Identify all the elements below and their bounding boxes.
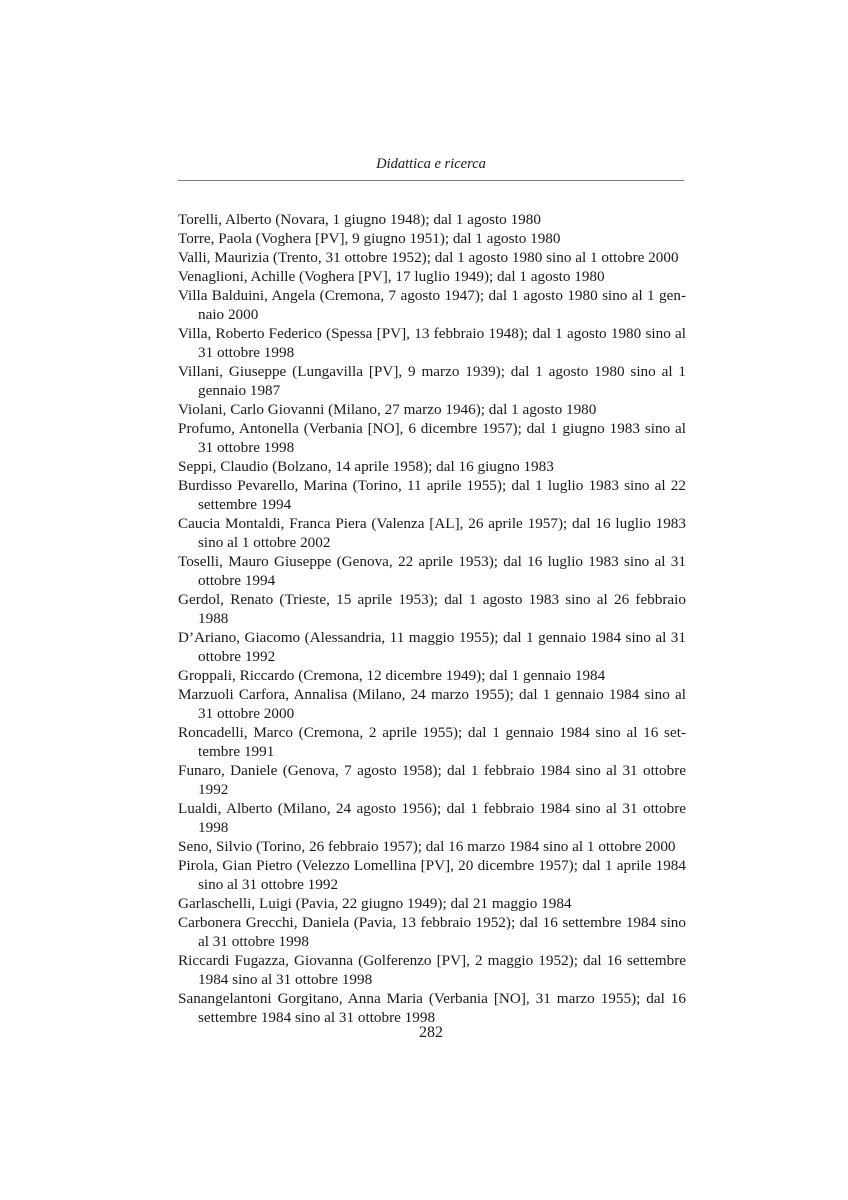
list-entry: Violani, Carlo Giovanni (Milano, 27 marzo 1946); dal 1 agosto 1980: [178, 401, 597, 418]
list-entry: Roncadelli, Marco (Cremona, 2 aprile 1955); dal 1 gennaio 1984 sino al 16 settembre 1991: [178, 724, 686, 760]
list-entry: Sanangelantoni Gorgitano, Anna Maria (Verbania [NO], 31 marzo 1955); dal 16 settembre 1984 sino al 31 ottobre 1998: [178, 990, 686, 1026]
running-header: Didattica e ricerca: [376, 156, 486, 172]
list-entry: Seno, Silvio (Torino, 26 febbraio 1957); dal 16 marzo 1984 sino al 1 ottobre 2000: [178, 838, 676, 855]
list-entry: Villa, Roberto Federico (Spessa [PV], 13 febbraio 1948); dal 1 agosto 1980 sino al 31 ottobre 1998: [178, 325, 686, 361]
list-entry: Toselli, Mauro Giuseppe (Genova, 22 aprile 1953); dal 16 luglio 1983 sino al 31 ottobre 1994: [178, 553, 686, 589]
list-entry: Venaglioni, Achille (Voghera [PV], 17 luglio 1949); dal 1 agosto 1980: [178, 268, 605, 285]
list-entry: Profumo, Antonella (Verbania [NO], 6 dicembre 1957); dal 1 giugno 1983 sino al 31 ottobre 1998: [178, 420, 686, 456]
list-entry: D’Ariano, Giacomo (Alessandria, 11 maggio 1955); dal 1 gennaio 1984 sino al 31 ottobre 1992: [178, 629, 686, 665]
list-entry: Torre, Paola (Voghera [PV], 9 giugno 1951); dal 1 agosto 1980: [178, 230, 561, 247]
list-entry: Lualdi, Alberto (Milano, 24 agosto 1956); dal 1 febbraio 1984 sino al 31 ottobre 1998: [178, 800, 686, 836]
list-entry: Villani, Giuseppe (Lungavilla [PV], 9 marzo 1939); dal 1 agosto 1980 sino al 1 gennaio 1987: [178, 363, 686, 399]
list-entry: Villa Balduini, Angela (Cremona, 7 agosto 1947); dal 1 agosto 1980 sino al 1 gennaio 2000: [178, 287, 686, 323]
list-entry: Caucia Montaldi, Franca Piera (Valenza [AL], 26 aprile 1957); dal 16 luglio 1983 sino al 1 ottobre 2002: [178, 515, 686, 551]
header-rule: [178, 180, 684, 181]
list-entry: Funaro, Daniele (Genova, 7 agosto 1958); dal 1 febbraio 1984 sino al 31 ottobre 1992: [178, 762, 686, 798]
list-entry: Riccardi Fugazza, Giovanna (Golferenzo [PV], 2 maggio 1952); dal 16 settembre 1984 sino al 31 ottobre 1998: [178, 952, 686, 988]
page-number: 282: [419, 1024, 443, 1041]
list-entry: Pirola, Gian Pietro (Velezzo Lomellina [PV], 20 dicembre 1957); dal 1 aprile 1984 sino al 31 ottobre 1992: [178, 857, 686, 893]
list-entry: Burdisso Pevarello, Marina (Torino, 11 aprile 1955); dal 1 luglio 1983 sino al 22 settembre 1994: [178, 477, 686, 513]
list-entry: Torelli, Alberto (Novara, 1 giugno 1948); dal 1 agosto 1980: [178, 211, 541, 228]
list-entry: Gerdol, Renato (Trieste, 15 aprile 1953); dal 1 agosto 1983 sino al 26 febbraio 1988: [178, 591, 686, 627]
list-entry: Carbonera Grecchi, Daniela (Pavia, 13 febbraio 1952); dal 16 settembre 1984 sino al 31 ottobre 1998: [178, 914, 686, 950]
list-entry: Groppali, Riccardo (Cremona, 12 dicembre 1949); dal 1 gennaio 1984: [178, 667, 606, 684]
entry-list: [178, 210, 686, 1027]
list-entry: Garlaschelli, Luigi (Pavia, 22 giugno 1949); dal 21 maggio 1984: [178, 895, 572, 912]
list-entry: Seppi, Claudio (Bolzano, 14 aprile 1958); dal 16 giugno 1983: [178, 458, 554, 475]
list-entry: Marzuoli Carfora, Annalisa (Milano, 24 marzo 1955); dal 1 gennaio 1984 sino al 31 ottobre 2000: [178, 686, 686, 722]
list-entry: Valli, Maurizia (Trento, 31 ottobre 1952); dal 1 agosto 1980 sino al 1 ottobre 2000: [178, 249, 679, 266]
